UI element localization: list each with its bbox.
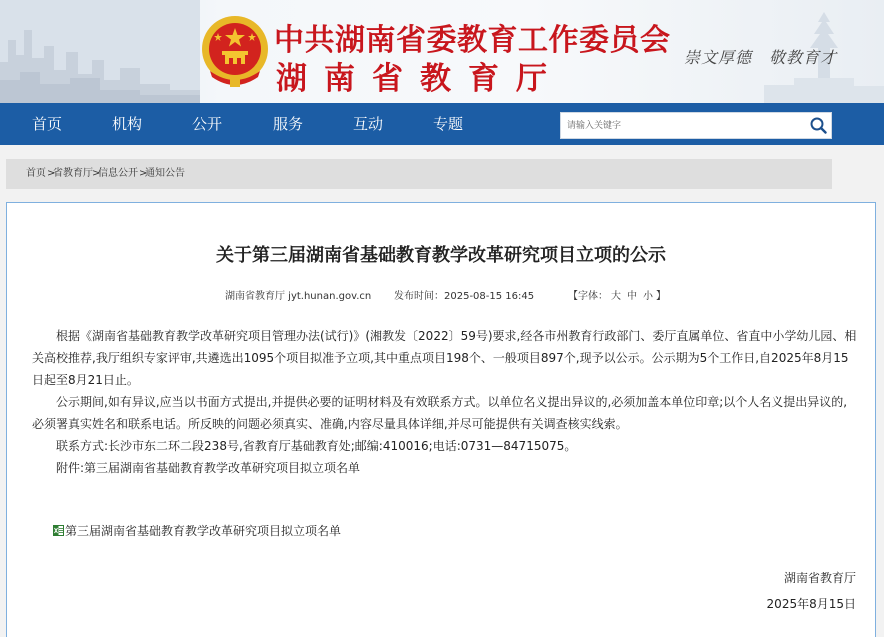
- font-size-medium-link[interactable]: 中: [627, 291, 637, 302]
- site-header: [0, 0, 884, 103]
- paragraph-contact: 联系方式:长沙市东二环二段238号,省教育厅基础教育处;邮编:410016;电话:0731—84715075。: [56, 439, 577, 453]
- font-size-large-link[interactable]: 大: [611, 291, 621, 302]
- site-title-main: 中共湖南省委教育工作委员会: [274, 23, 671, 58]
- nav-item-organization[interactable]: 机构: [112, 115, 143, 133]
- excel-file-icon: [53, 525, 64, 536]
- site-title-sub: 湖南省教育厅: [276, 61, 564, 97]
- article-source: 湖南省教育厅 jyt.hunan.gov.cn: [225, 291, 372, 302]
- font-size-control: [568, 287, 666, 302]
- breadcrumb: [6, 159, 832, 189]
- search-box: [560, 112, 832, 139]
- nav-item-topics[interactable]: 专题: [433, 115, 464, 133]
- publish-time-value: 2025-08-15 16:45: [444, 291, 535, 302]
- skyline-decoration: [0, 0, 200, 103]
- search-icon: [807, 115, 829, 136]
- publish-time: [394, 287, 534, 302]
- attachment-link[interactable]: [53, 522, 341, 539]
- nav-item-public[interactable]: 公开: [192, 115, 223, 133]
- font-size-label-close: 】: [656, 291, 666, 302]
- search-input[interactable]: [567, 117, 803, 135]
- breadcrumb-info-public[interactable]: 信息公开: [98, 168, 138, 179]
- breadcrumb-department[interactable]: 省教育厅: [53, 168, 93, 179]
- breadcrumb-home[interactable]: 首页: [26, 168, 46, 179]
- article-panel: [6, 202, 876, 637]
- signature: 湖南省教育厅: [783, 571, 856, 585]
- breadcrumb-notices[interactable]: 通知公告: [145, 168, 185, 179]
- paragraph-objection: 公示期间,如有异议,应当以书面方式提出,并提供必要的证明材料及有效联系方式。以单位名义提出异议的,必须加盖本单位印章;以个人名义提出异议的,必须署真实姓名和联系电话。所反映的问题必须真实、准确,内容尽量具体详细,并尽可能提供有关调查核实线索。: [32, 395, 848, 431]
- paragraph-attachment-note: 附件:第三届湖南省基础教育教学改革研究项目拟立项名单: [56, 461, 361, 475]
- search-button[interactable]: [807, 115, 829, 136]
- font-size-small-link[interactable]: 小: [643, 291, 653, 302]
- breadcrumb-separator: >: [92, 168, 101, 179]
- national-emblem-icon: [198, 11, 272, 91]
- publish-time-label: 发布时间：: [394, 291, 444, 302]
- attachment-link-label: 第三届湖南省基础教育教学改革研究项目拟立项名单: [65, 524, 342, 538]
- nav-item-services[interactable]: 服务: [273, 115, 304, 133]
- font-size-label: 【字体：: [568, 291, 608, 302]
- article-body: [32, 325, 858, 479]
- paragraph-basis: 根据《湖南省基础教育教学改革研究项目管理办法(试行)》(湘教发〔2022〕59号)要求,经各市州教育行政部门、委厅直属单位、省直中小学幼儿园、相关高校推荐,我厅组织专家评审,共遴选出1095个项目拟准予立项,其中重点项目198个、一般项目897个,现予以公示。公示期为5个工作日,自2025年8月15日起至8月21日止。: [32, 329, 857, 387]
- nav-item-interaction[interactable]: 互动: [353, 115, 384, 133]
- breadcrumb-separator: >: [139, 168, 148, 179]
- nav-item-home[interactable]: 首页: [32, 115, 63, 133]
- main-nav: [0, 103, 884, 145]
- signature-date: 2025年8月15日: [766, 597, 856, 611]
- article-title: 关于第三届湖南省基础教育教学改革研究项目立项的公示: [216, 245, 666, 266]
- site-slogan: 崇文厚德 敬教育才: [684, 48, 838, 67]
- breadcrumb-separator: >: [47, 168, 56, 179]
